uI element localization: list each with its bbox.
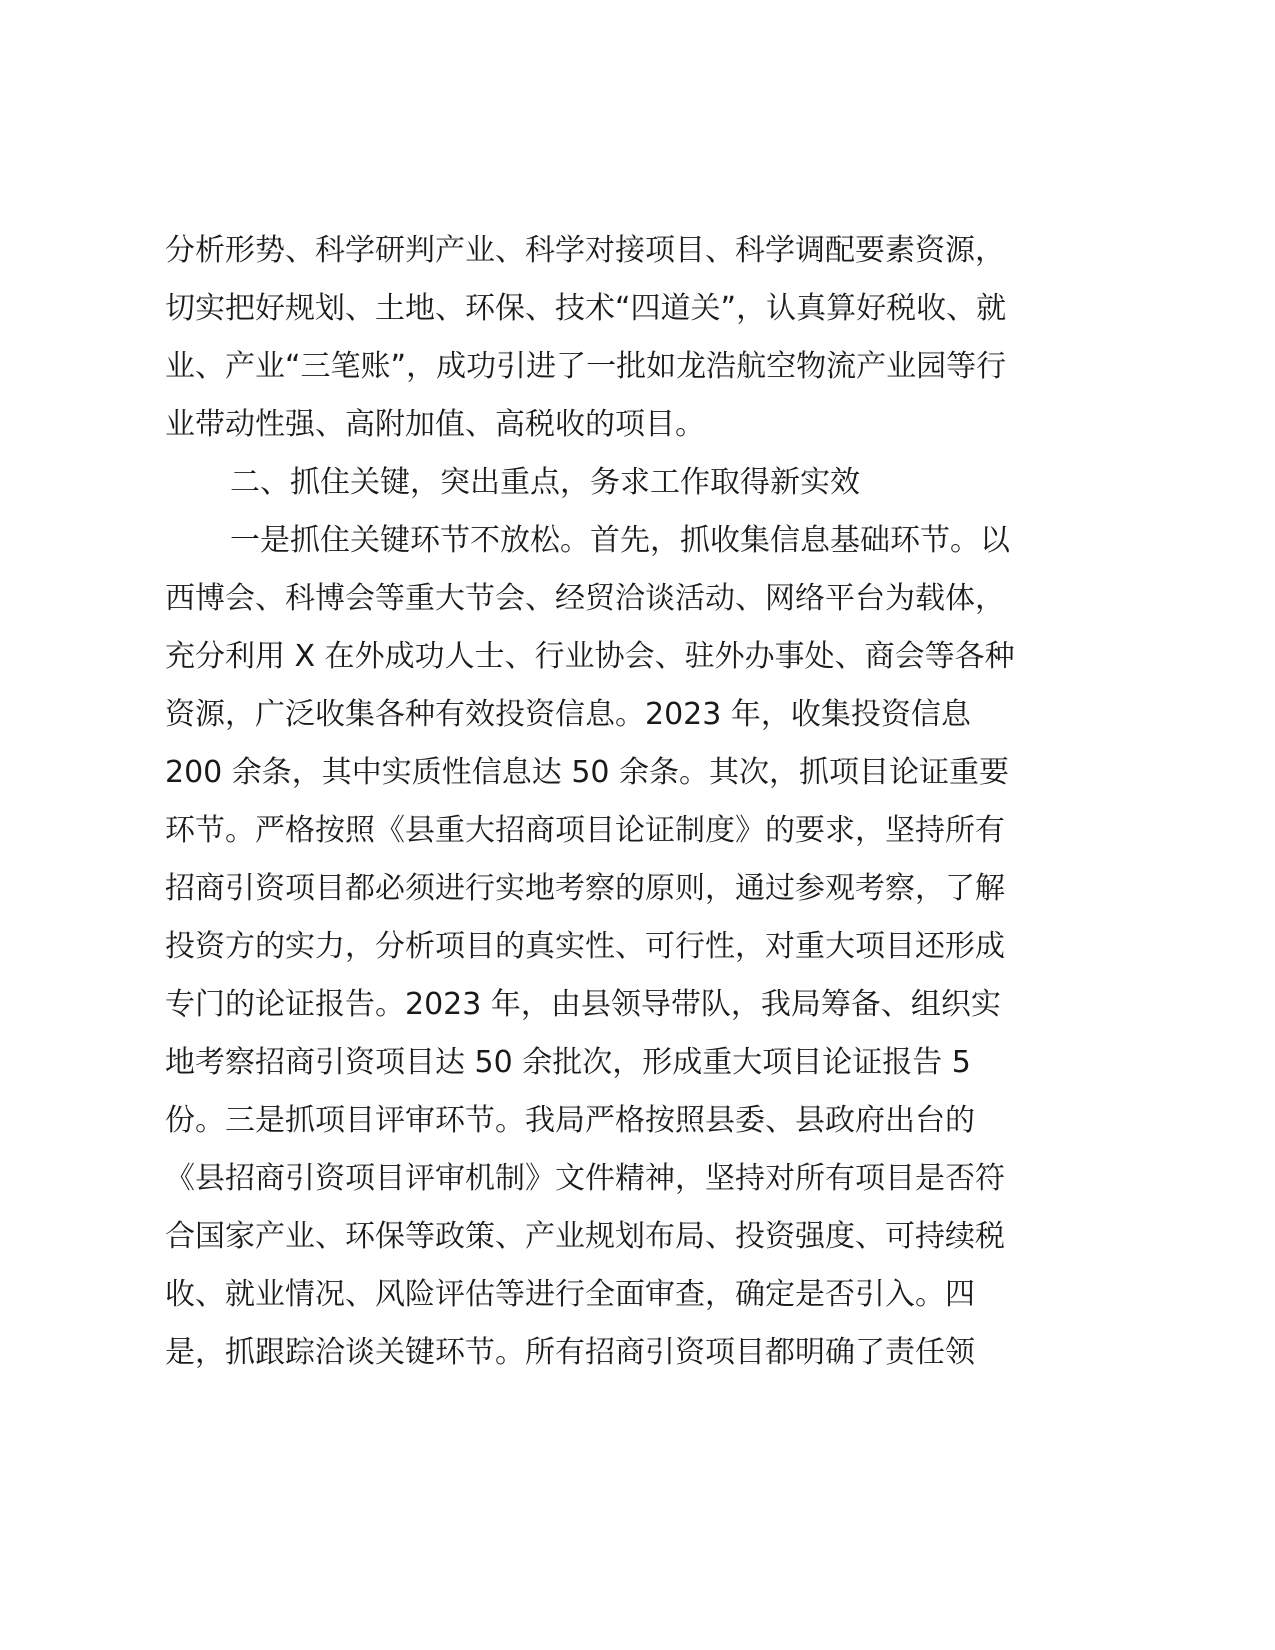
section-heading: 二、抓住关键，突出重点，务求工作取得新实效 [230,465,860,500]
text-line: 业带动性强、高附加值、高税收的项目。 [165,407,705,442]
text-line: 收、就业情况、风险评估等进行全面审查，确定是否引入。四 [165,1277,975,1312]
text-line: 充分利用 X 在外成功人士、行业协会、驻外办事处、商会等各种 [165,639,1015,674]
text-line: 业、产业“三笔账”，成功引进了一批如龙浩航空物流产业园等行 [165,349,1007,384]
document-body [165,222,1105,1382]
text-line: 《县招商引资项目评审机制》文件精神，坚持对所有项目是否符 [165,1161,1005,1196]
text-line: 份。三是抓项目评审环节。我局严格按照县委、县政府出台的 [165,1103,975,1138]
text-line: 环节。严格按照《县重大招商项目论证制度》的要求，坚持所有 [165,813,1005,848]
text-line: 投资方的实力，分析项目的真实性、可行性，对重大项目还形成 [165,929,1005,964]
text-line: 地考察招商引资项目达 50 余批次，形成重大项目论证报告 5 [165,1045,971,1080]
text-line: 合国家产业、环保等政策、产业规划布局、投资强度、可持续税 [165,1219,1005,1254]
text-line: 资源，广泛收集各种有效投资信息。2023 年，收集投资信息 [165,697,971,732]
text-line: 切实把好规划、土地、环保、技术“四道关”，认真算好税收、就 [165,291,1007,326]
text-line: 专门的论证报告。2023 年，由县领导带队，我局筹备、组织实 [165,987,1001,1022]
text-line: 是，抓跟踪洽谈关键环节。所有招商引资项目都明确了责任领 [165,1335,975,1370]
text-line: 分析形势、科学研判产业、科学对接项目、科学调配要素资源， [165,233,1005,268]
text-line: 招商引资项目都必须进行实地考察的原则，通过参观考察，了解 [165,871,1005,906]
text-line: 西博会、科博会等重大节会、经贸洽谈活动、网络平台为载体， [165,581,1005,616]
paragraph-first-line: 一是抓住关键环节不放松。首先，抓收集信息基础环节。以 [230,523,1010,558]
text-line: 200 余条，其中实质性信息达 50 余条。其次，抓项目论证重要 [165,755,1010,790]
